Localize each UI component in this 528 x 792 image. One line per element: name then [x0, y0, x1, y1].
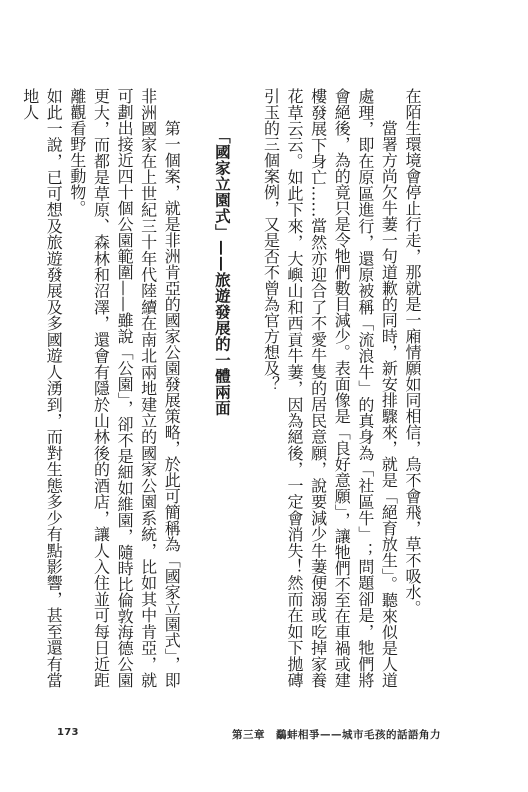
paragraph-tourism-impact: 如此一說，已可想及旅遊發展及多國遊人湧到，而對生態多少有點影響，甚至還有當地人: [20, 88, 64, 688]
main-text-column: [18, 88, 424, 688]
page-number: 173: [57, 727, 79, 738]
section-heading: 「國家立園式」——旅遊發展的一體兩面: [212, 128, 231, 416]
running-chapter-title: 第三章 鷸蚌相爭——城市毛孩的話語角力: [232, 729, 441, 741]
paragraph-continuation: 在陌生環境會停止行走，那就是一廂情願如同相信，烏不會飛，草不吸水。: [403, 88, 422, 616]
page-footer: [0, 724, 528, 744]
paragraph-sterilization: 當署方尚欠牛萋一句道歉的同時，新安排驟來，就是「絕育放生」。聽來似是人道處理，即在原區進行，還原被稱「流浪牛」的真身為「社區牛」；問題卻是，牠們將會絕後，為的竟只是令牠們數目減少。表面像是「良好意願」，讓牠們不至在車禍或建樓發展下身亡……當然亦迎合了不愛牛隻的居民意願，說要減少牛萋便溺或吃掉家養花草云云。如此下來，大嶼山和西貢牛萋，因為絕後，一定會消失！然而在如下拋磚引玉的三個案例，又是否不曾為官方想及？: [261, 88, 399, 688]
paragraph-kenya-case: 第一個案，就是非洲肯亞的國家公園發展策略，於此可簡稱為「國家立園式」，即非洲國家在上世紀三十年代陸續在南北兩地建立的國家公園系統，比如其中肯亞，就可劃出接近四十個公園範圍——雖說「公園」，卻不是細如維園，隨時比倫敦海德公園更大，而都是草原、森林和沼澤，還會有隱於山林後的酒店，讓人入住並可每日近距離觀看野生動物。: [67, 88, 182, 688]
